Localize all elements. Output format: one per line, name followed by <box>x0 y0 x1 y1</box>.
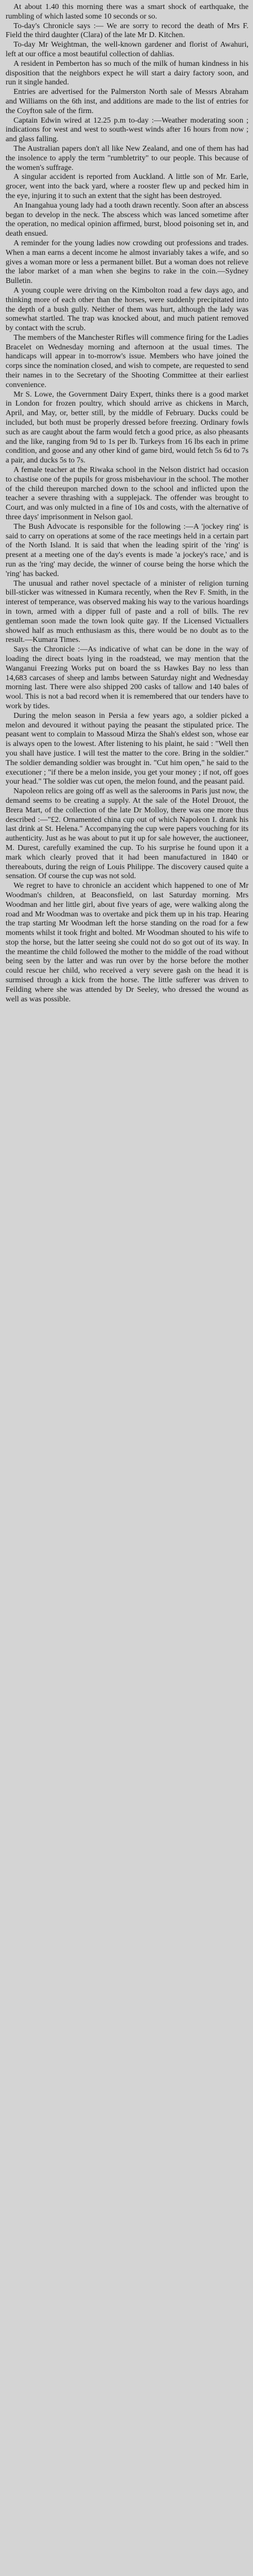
news-item-dahlias: To-day Mr Weightman, the well-known gardener and florist of Awahuri, left at our office a most beautiful collection of dahlias. <box>6 40 249 58</box>
news-item-kimbolton-road: A young couple were driving on the Kimbolton road a few days ago, and thinking more of each other than the horses, were suddenly precipitated into the depth of a bush gully. Neither of them was hurt, although the lady was somewhat startled. The trap was knocked about, and much patient removed by contact with the scrub. <box>6 285 249 332</box>
news-item-bill-sticker: The unusual and rather novel spectacle of a minister of religion turning bill-sticker was witnessed in Kumara recently, when the Rev F. Smith, in the interest of temperance, was observed making his way to the various hoardings in town, armed with a dipper full of paste and a roll of bills. The rev gentleman soon made the town look quite gay. If the Licensed Victuallers showed half as much enthusiasm as this, there would be no doubt as to the result.—Kumara Times. <box>6 578 249 644</box>
news-item-freezing-works: Says the Chronicle :—As indicative of what can be done in the way of loading the direct boats lying in the roadstead, we may mention that the Wanganui Freezing Works put on board the ss Hawkes Bay no less than 14,683 carcases of sheep and lambs between Saturday night and Wednesday morning last. There were also shipped 200 casks of tallow and 140 bales of wool. This is not a bad record when it is remembered that our tenders have to work by tides. <box>6 645 249 710</box>
news-item-persian-melon: During the melon season in Persia a few years ago, a soldier picked a melon and devoured it without paying the peasant the stipulated price. The peasant went to complain to Massoud Mirza the Shah's eldest son, whose ear is always open to the lowest. After listening to his plaint, he said : "Well then you shall have justice. I will test the matter to the core. Bring in the soldier." The soldier demanding soldier was brought in. "Cut him open," he said to the executioner ; "if there be a melon inside, you get your money ; if not, off goes your head." The soldier was cut open, the melon found, and the peasant paid. <box>6 711 249 786</box>
news-item-sale-entries: Entries are advertised for the Palmerston North sale of Messrs Abraham and Williams on the 6th inst, and additions are made to the list of entries for the Coyfton sale of the firm. <box>6 87 249 115</box>
news-item-death-notice: To-day's Chronicle says :— We are sorry to record the death of Mrs F. Field the third daughter (Clara) of the late Mr D. Kitchen. <box>6 21 249 39</box>
news-item-young-ladies-reminder: A reminder for the young ladies now crowding out professions and trades. When a man earns a decent income he almost invariably takes a wife, and so gives a woman more or less a permanent billet. But a woman does not relieve the labor market of a man when she begins to rake in the coin.—Sydney Bulletin. <box>6 238 249 285</box>
news-item-inangahua-tooth: An Inangahua young lady had a tooth drawn recently. Soon after an abscess began to develop in the neck. The abscess which was lanced sometime after the operation, no medical opinion affirmed, burst, blood poisoning set in, and death ensued. <box>6 200 249 238</box>
news-item-earthquake: At about 1.40 this morning there was a smart shock of earthquake, the rumbling of which lasted some 10 seconds or so. <box>6 2 249 20</box>
news-item-riwaka-school: A female teacher at the Riwaka school in the Nelson district had occasion to chastise one of the pupils for gross misbehaviour in the school. The mother of the child thereupon marched down to the school and inflicted upon the teacher a severe thrashing with a supplejack. The offender was brought to Court, and was only mulcted in a fine of 10s and costs, with the alternative of three days' imprisonment in Nelson gaol. <box>6 465 249 522</box>
news-item-australian-papers: The Australian papers don't all like New Zealand, and one of them has had the insolence to apply the term "rumbletrity" to our people. This because of the women's suffrage. <box>6 143 249 172</box>
news-item-frozen-poultry: Mr S. Lowe, the Government Dairy Expert, thinks there is a good market in London for frozen poultry, which should arrive as chickens in March, April, and May, or, better still, by the middle of February. Ducks could be included, but both must be properly dressed before freezing. Ordinary fowls such as are caught about the farm would fetch a good price, as also pheasants and the like, ranging from 9d to 1s per lb. Turkeys from 16 lbs each in prime condition, and goose and any other kind of game bird, would fetch 5s 6d to 7s a pair, and ducks 5s to 7s. <box>6 389 249 465</box>
news-item-pemberton: A resident in Pemberton has so much of the milk of human kindness in his disposition that the neighbors expect he will start a dairy factory soon, and run it single handed. <box>6 59 249 87</box>
news-item-auckland-accident: A singular accident is reported from Auckland. A little son of Mr. Earle, grocer, went into the back yard, where a rooster flew up and pecked him in the eye, injuring it to such an extent that the sight has been destroyed. <box>6 172 249 200</box>
news-item-jockey-ring: The Bush Advocate is responsible for the following :—A 'jockey ring' is said to carry on operations at some of the race meetings held in a certain part of the North Island. It is said that when the leading spirit of the 'ring' is present at a meeting one of the day's events is made 'a jockey's race,' and is run as the 'ring' may decide, the winner of course being the horse which the 'ring' has backed. <box>6 522 249 578</box>
news-item-napoleon-relics: Napoleon relics are going off as well as the salerooms in Paris just now, the demand seems to be creating a supply. At the sale of the Hotel Drouot, the Brera Mart, of the collection of the late Dr Molloy, there was one more thus described :—"£2. Ornamented china cup out of which Napoleon I. drank his last drink at St. Helena." Accompanying the cup were papers vouching for its authenticity. Just as he was about to put it up for sale however, the auctioneer, M. Durest, carefully examined the cup. To his surprise he found upon it a mark which clearly proved that it had been manufactured in 1840 or thereabouts, during the reign of Louis Philippe. The discovery caused quite a sensation. Of course the cup was not sold. <box>6 786 249 880</box>
news-item-manchester-rifles: The members of the Manchester Rifles will commence firing for the Ladies Bracelet on Wednesday morning and afternoon at the usual times. The handicaps will appear in to-morrow's issue. Members who have joined the corps since the nomination closed, and wish to compete, are requested to send their names in to the Secretary of the Shooting Committee at their earliest convenience. <box>6 332 249 389</box>
news-item-weather: Captain Edwin wired at 12.25 p.m to-day :—Weather moderating soon ; indications for west and west to south-west winds after 16 hours from now ; and glass falling. <box>6 115 249 143</box>
news-item-woodman-accident: We regret to have to chronicle an accident which happened to one of Mr Woodman's children, at Beaconsfield, on last Saturday morning. Mrs Woodman and her little girl, about five years of age, were walking along the road and Mr Woodman was to overtake and pick them up in his trap. Hearing the trap starting Mr Woodman left the horse standing on the road for a few moments whilst it took fright and bolted. Mr Woodman shouted to his wife to stop the horse, but the latter seeing she could not do so got out of its way. In the meantime the child followed the mother to the middle of the road without being seen by the latter and was run over by the horse before the mother could rescue her child, who received a very severe gash on the head it is surmised through a kick from the horse. The little sufferer was driven to Feilding where she was attended by Dr Seeley, who dressed the wound as well as was possible. <box>6 881 249 1003</box>
